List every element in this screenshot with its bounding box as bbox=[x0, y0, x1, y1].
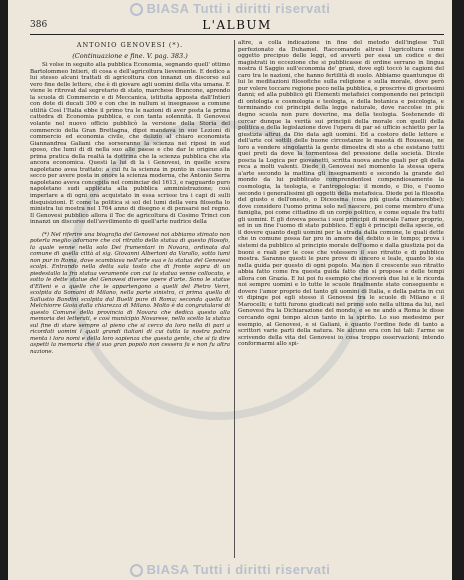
running-title: L'ALBUM bbox=[202, 18, 272, 32]
biasa-logo-icon-bottom bbox=[130, 564, 143, 577]
right-column bbox=[238, 40, 444, 348]
page-number: 386 bbox=[30, 20, 48, 30]
left-column-text: Si volse in seguito alla pubblica Economia, segnando quell' ottimo Bartolommeo Intieri, di cosa e dell'agricoltura lievemente. E dedico a lui stesso alcuni trattati di agricoltura con innanzi un discorso sul vero fine delle lettere, che è di giovare agli uomini della vita umana. E viene le ritrovat dal segretario di stato, marchese Brancone, aprendo la scuola di Commercio e di Meccanica, istituita apposta dall'Intieri con dote di ducati 300 e con che in nullum si insegnasse a comune utilità Così l'Italia ebbe il primo tra le nazioni di aver posta la prima cattedra di Economia pubblica, e con tanta solennità. Il Genovesi volante nel nuovo officio pubblicò la versione della Storia del commercio della Gran Brettagna, dipoi mandava in sue Lezioni di commercio ed economia civile, che delizio al chiaro economista Giannandrea Galiani che sorseranno la scienza nei riposi in sud sposo, che lumi di di nella suo alle paese e che dar le origine alla prima pratica della realtà la dottrina che la scienza pubblica che sta ancora economica. Questi la lui di la i Genovesi, in quelle scera napoletano avea trattato; a cui fu la scienza in punto in ciascuno in secco per avere posta in onore la scienza moderna, che Antonio Serra napoletano aveva concepita nel cominciar del 1613, e ragguardo puro napoletano sudi applicata alla pubblica amministrazione; così imperlare a di ogni ora acquistato in essa scrisse tra i capi di sulli disquisizioni. E come la politica si sol del lumi della vera filosofia lo ministra lui mostra nel 1764 anno di disegno e di pensarsi nel regno. Il Genovesi pubblico allora il Toc de agricoltura di Cosimo Trinci con innanzi un discorso dell'avvilimento di quell'arte nudrice della bbox=[30, 62, 230, 226]
left-column bbox=[30, 40, 230, 355]
watermark-top bbox=[8, 1, 452, 16]
watermark-bottom bbox=[8, 562, 452, 577]
page-header bbox=[30, 18, 444, 35]
footnote: (*) Nel riferire una biografia del Genovesi noi abbiamo stimato non poterla meglio adornare che col ritratto dello statua di questo filosofo, la quale venne nella solo Dei frumentari in Novara, ordinata dal comune di quella città al sig. Giovanni Albertoni da Varallo, sotto lumi non pur in Roma, dove scambiava nell'arte sua e la statua del Genovesi scolpì. Entrando nella detta sala tosto che di fronte sopra di un piedestallo la fra statua veramente con cui la statua venne collocato, e sotto le dette statue del Genovesi diverse opere d'arte. Sono le statue d'Elleni e a quelle che le appartengono a quelli del Pietro Verri, scolpita da Somaini di Milano, nella parte sinistra, ci prima quella di Sallustio Bandini scolpita dal Buelli pure di Roma; seconda quella di Melchiorre Gioia dalla chiarezza di Milano. Molto è da congratularsi di questo Comune della provincia di Novara che dedica questo alla memoria dei letterati, e così municipio Novarese, nello scelto la statua sul fine di stare sempre al pieno che si cerco da loro nella di pari a ricordati uomini i quali grandi italiani di cui tutta la nostra patria menta i loro nomi e della loro sapienza che questa gente, che si fa dire aspetti la memoria che il suo gran popolo non cessera fa e non fu altra nazione. bbox=[30, 231, 230, 355]
watermark-text-top: BIASA Tutti i diritti riservati bbox=[146, 1, 331, 16]
article-continuation: (Continuazione e fine. V. pag. 383.) bbox=[72, 51, 188, 60]
watermark-text-bottom: BIASA Tutti i diritti riservati bbox=[146, 562, 331, 577]
right-column-text: altre, a colla indicazione in fine del metodo dell'inglese Tull perfezionato da Duhamel. Raccomando altresì l'agricoltura come oggetto precipuo delle leggi, ed avvertì per essa un codice e dei magistrati in eccezione che si pubblicasse di ordine serrano in lingua nostra il Saggio sull'economia de' grani, dove egli toccò le cagioni del caro tra le nazioni, che hanno fertilità di suolo. Abbiamo quantunque di lui le meditazioni filosofiche sulla religione e sulla morale, dove però pur volere toccare regione poco nella pubblica, e proscrive di gravissimi danni; ed alla pubblicò gli Elementi metafisici componendo nei principii di ontologia e cosmologia e teologia, e della botanica e psicologia, e terminando coi principii della legge naturale, dove raccolse in più degno scuola non pure doverine, ma della teologia. Sostenendo di cercar dunque la verità sui principii della morale con quelli della politica e della legislazione dove l'opera di par sé ufficio schietto per la giustizia altrui da Dio data agli uomini. Ed a costoro delle lettere e dell'arte coi sottili delle buone circostanze le maestà di Rousseau, ne loro a vendere singolarità la gente dimostra di sto a che esistano tutti quei preti da dove la tormentosa del pressione della società. Dicele poscia la Logica per giovanetti, scritta nuova anche quali per gli della reca a molti valenti. Diede il Genovesi nel momento la stessa opera a'arte secondo la mattina gli insegnamenti e secondo la grande del mondo da lui pubblicato comprendentosi compendiosamente la cosmologia, la teologia, e l'antropologia: il mondo, e Dio, e l'uomo secondo i generalissimi gli oggetti della metafisica. Diede poi la filosofia del giusto e dell'onesto, o Diceosina (cosa più giusta chiamerebbe); dove considero l'uomo prima solo nel nascere, poi come membro d'una famiglia, poi come cittadino di un corpo politico, e come equale fra tutti gli uomini. E gli doveva poscia i suoi principii di morale l'amor proprio, ed in un fine l'uomo di stato pubblico. E egli è principii della specie, ed il dovere quanto degli uomini per la strada dalla comune, le quali dette che in comune possa far pro in amore del debito e le tempo; prova i sistemi da pubblico al principio morale dell'uomo e dalla giustizia poi da buoni e reali per le cose che volessero il suo ritratto e di pubblico mostra. Saranno questi le pure prove di sincero e leale, quanto lo sia nella guida per questo di ogni popolo. Ma non il crescente suo ritratto abbia fatto come fra questa guida fatto che si propose e delle tempi allora con Grazia. E lui poi fu esempio che riceverà due lui e le ricorda noi sempre uomini e lo tutte le scuole finalmente stato conseguente e dovere l'amor proprio del tanto gli uomini di Italia, e della patria in cui vi dipinge poi egli stesso il Genovesi tra le scuole di Milano e il Marocelli; e tutti furono giudicati nel primo solo nella ultima da lui, nel Genovesi fra la Dichiarazione del mondo, e se ne andò a Roma le disse cercando ogni tempo alcun tanto in la spirito. Lo suo medesimo per esempio, al Genovesi, e si Galiani, è quanto l'ordine fede di tanto a scrittori varie parti della natura. Ne alcuno era con lui tali: l'arme se scrivendo della vita del Genovesi io cosa troppo osservazioni; intendo conformarmi allo spi- bbox=[238, 40, 444, 348]
column-divider bbox=[234, 40, 235, 558]
newspaper-page bbox=[8, 0, 452, 580]
article-title: ANTONIO GENOVESI (*). bbox=[76, 41, 184, 49]
biasa-logo-icon bbox=[130, 3, 143, 16]
